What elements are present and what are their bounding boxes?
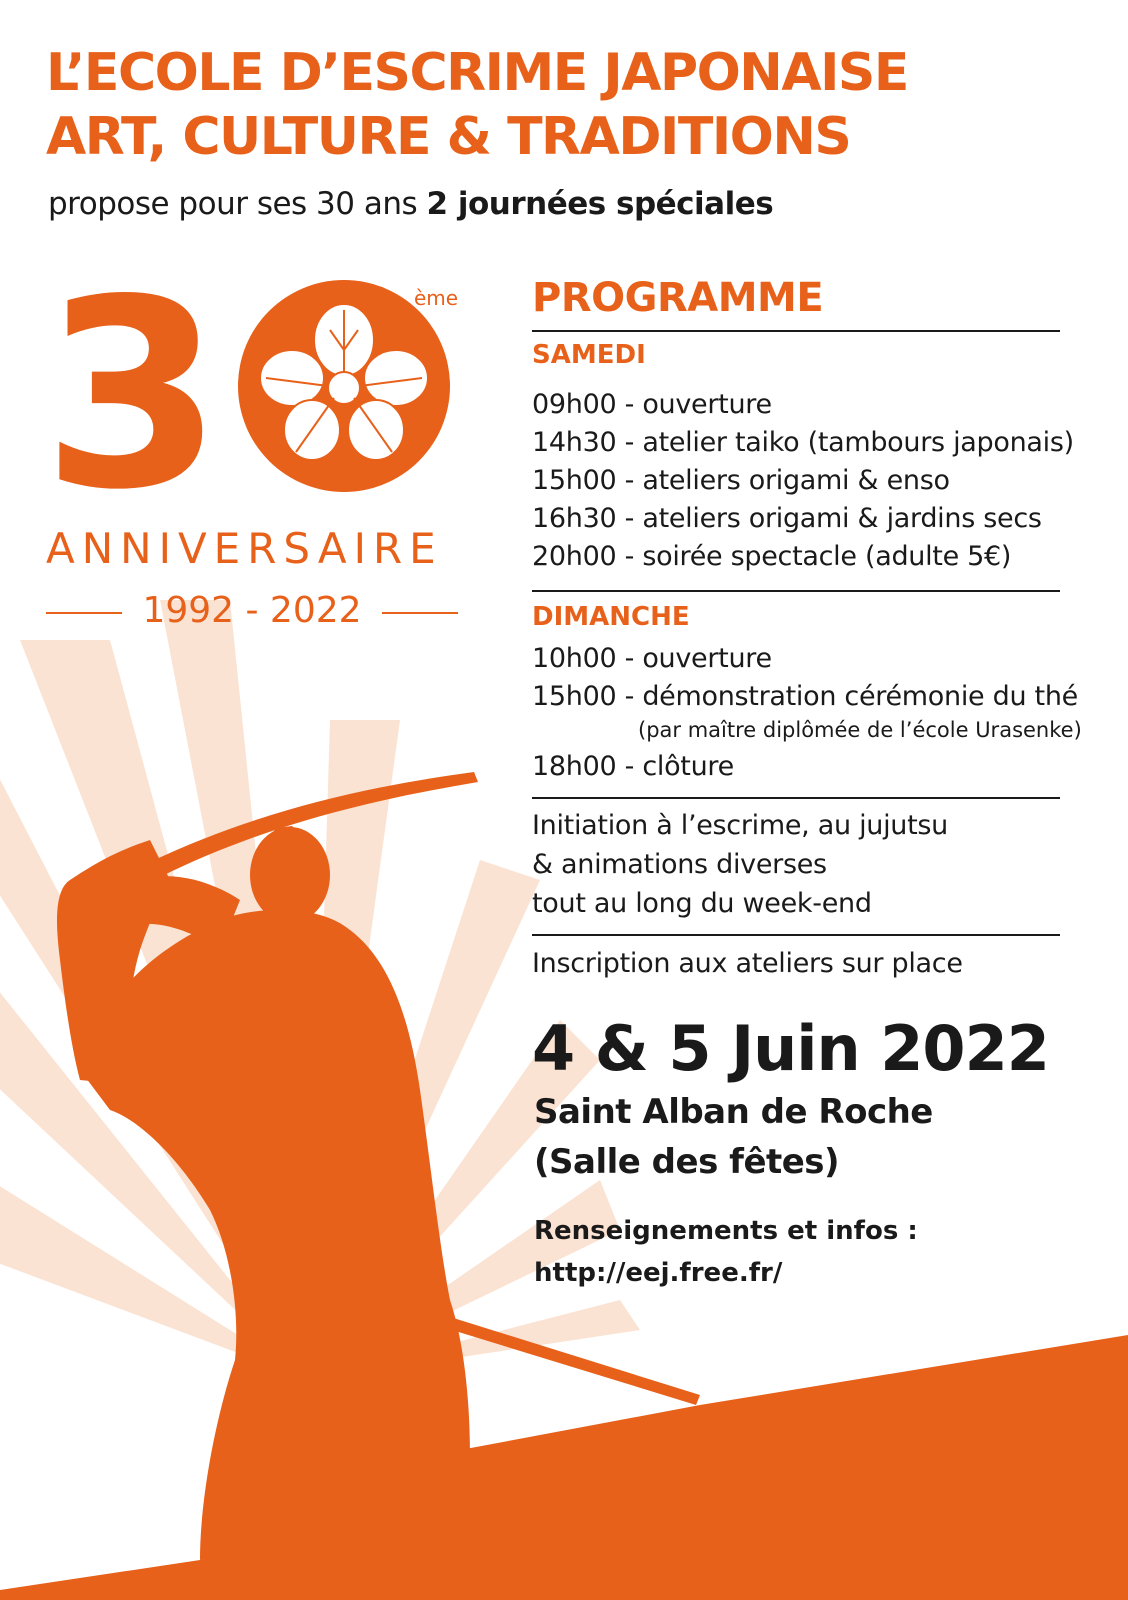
subtitle-highlight: 2 journées spéciales [426, 186, 774, 222]
event-hall: (Salle des fêtes) [534, 1142, 840, 1182]
extras-line: & animations diverses [532, 849, 827, 880]
event-venue: Saint Alban de Roche [534, 1092, 933, 1132]
years-divider-left [46, 612, 122, 614]
event-date: 4 & 5 Juin 2022 [532, 1012, 1049, 1085]
schedule-item: 15h00 - ateliers origami & enso [532, 465, 950, 496]
years-divider-right [382, 612, 458, 614]
subtitle-text: propose pour ses 30 ans [48, 186, 427, 222]
schedule-item: 20h00 - soirée spectacle (adulte 5€) [532, 541, 1012, 572]
registration-note: Inscription aux ateliers sur place [532, 948, 963, 979]
divider [532, 330, 1060, 332]
sunday-label: DIMANCHE [532, 602, 690, 632]
ground [0, 1335, 1128, 1600]
schedule-item: 16h30 - ateliers origami & jardins secs [532, 503, 1042, 534]
sunday-schedule [532, 640, 1082, 786]
saturday-label: SAMEDI [532, 340, 646, 370]
logo-years: 1992 - 2022 [142, 590, 362, 631]
logo-ordinal: ème [414, 286, 459, 310]
info-url[interactable]: http://eej.free.fr/ [534, 1258, 783, 1288]
divider [532, 934, 1060, 936]
schedule-item-note: (par maître diplômée de l’école Urasenke) [638, 718, 1082, 742]
anniversary-logo [40, 270, 460, 520]
title-line-1: L’ECOLE D’ESCRIME JAPONAISE [46, 43, 908, 103]
extras-line: tout au long du week-end [532, 888, 872, 919]
logo-anniversary: ANNIVERSAIRE [46, 524, 443, 573]
schedule-item: 18h00 - clôture [532, 751, 734, 782]
schedule-item: 10h00 - ouverture [532, 643, 772, 674]
subtitle [48, 186, 773, 222]
extras [532, 806, 1060, 923]
schedule-item: 15h00 - démonstration cérémonie du thé [532, 681, 1078, 712]
schedule-item: 09h00 - ouverture [532, 389, 772, 420]
divider [532, 797, 1060, 799]
extras-line: Initiation à l’escrime, au jujutsu [532, 810, 948, 841]
schedule-item: 14h30 - atelier taiko (tambours japonais) [532, 427, 1074, 458]
title-line-2: ART, CULTURE & TRADITIONS [46, 107, 851, 167]
info-label: Renseignements et infos : [534, 1216, 918, 1246]
divider [532, 590, 1060, 592]
logo-number-3: 3 [42, 270, 203, 520]
programme-title: PROGRAMME [532, 275, 824, 321]
logo-years-row [46, 590, 458, 634]
saturday-schedule [532, 386, 1074, 576]
